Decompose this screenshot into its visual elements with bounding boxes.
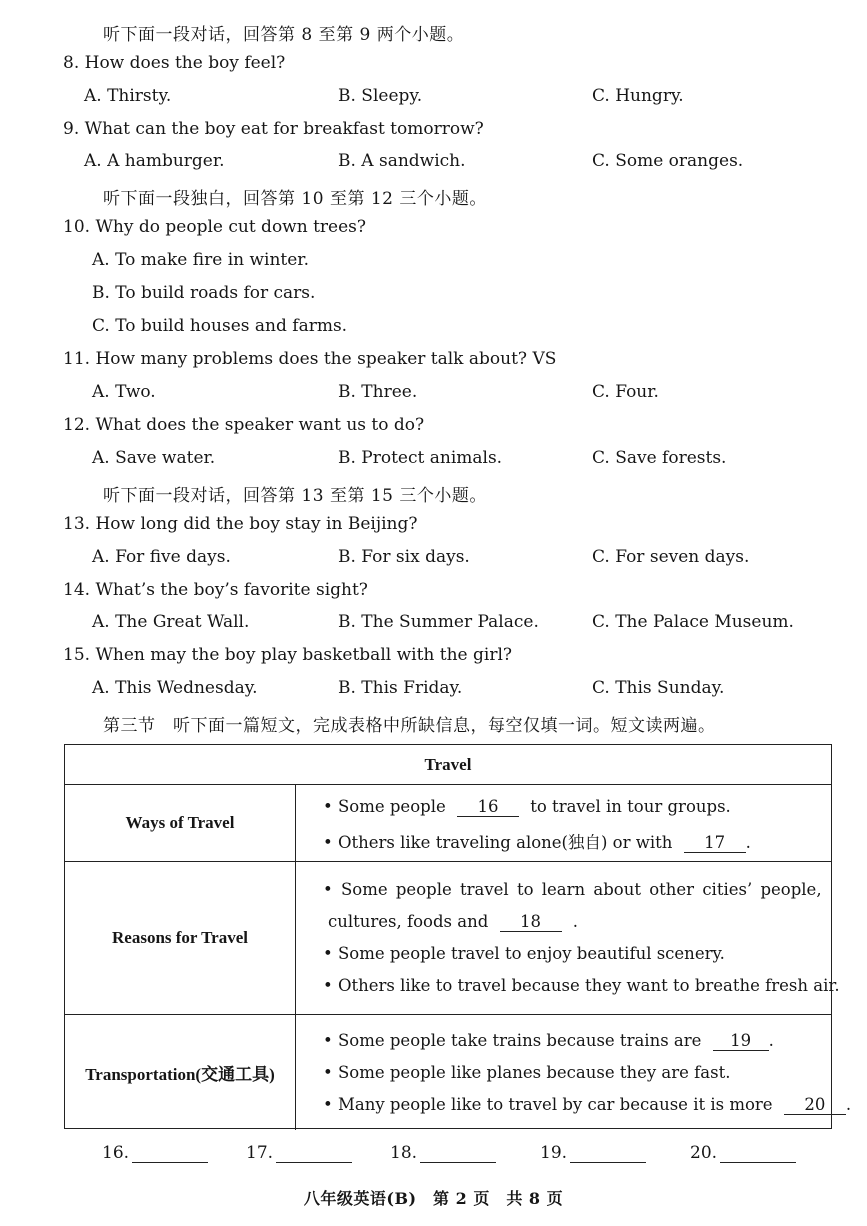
transport-line-3 [323, 1095, 851, 1115]
reasons-line-1b-text: cultures, foods and [328, 912, 489, 931]
blank-19: 19 [713, 1032, 769, 1051]
q10-option-a: A. To make fire in winter. [92, 250, 309, 270]
page-footer: 八年级英语(B) 第 2 页 共 8 页 [303, 1189, 564, 1208]
ways-label: Ways of Travel [65, 785, 296, 861]
section-instruction-3: 听下面一段对话，回答第 13 至第 15 三个小题。 [103, 486, 487, 506]
q10-option-c: C. To build houses and farms. [92, 316, 348, 336]
q12-option-a: A. Save water. [92, 448, 216, 468]
transport-line-1 [323, 1031, 774, 1051]
transport-line-1-text: • Some people take trains because trains are [323, 1031, 702, 1050]
q9-option-c: C. Some oranges. [592, 151, 744, 171]
answer-18-line[interactable] [420, 1145, 496, 1163]
q11-option-c: C. Four. [592, 382, 659, 402]
table-title: Travel [424, 754, 472, 774]
reasons-cell [295, 862, 840, 1014]
question-8: 8. How does the boy feel? [63, 53, 286, 73]
q8-option-c: C. Hungry. [592, 86, 684, 106]
question-15: 15. When may the boy play basketball with the girl? [63, 645, 513, 665]
q11-option-a: A. Two. [92, 382, 156, 402]
ways-line-2-text: • Others like traveling alone(独自) or with [323, 833, 673, 852]
answer-17-label: 17. [246, 1143, 274, 1163]
question-13: 13. How long did the boy stay in Beijing? [63, 514, 418, 534]
blank-17: 17 [684, 834, 746, 853]
table-row-transport [65, 1015, 852, 1130]
answer-19-label: 19. [540, 1143, 568, 1163]
transport-label: Transportation(交通工具) [65, 1015, 296, 1130]
ways-line-2 [323, 829, 751, 853]
q15-option-c: C. This Sunday. [592, 678, 725, 698]
q9-option-a: A. A hamburger. [84, 151, 225, 171]
q15-option-b: B. This Friday. [338, 678, 463, 698]
q8-option-b: B. Sleepy. [338, 86, 423, 106]
transport-cell [295, 1015, 852, 1130]
answer-17-line[interactable] [276, 1145, 352, 1163]
ways-line-1-text: • Some people [323, 797, 446, 816]
q12-option-c: C. Save forests. [592, 448, 727, 468]
question-11: 11. How many problems does the speaker talk about? VS [63, 349, 557, 369]
ways-line-1-end: to travel in tour groups. [530, 797, 731, 816]
part3-instruction: 第三节 听下面一篇短文，完成表格中所缺信息，每空仅填一词。短文读两遍。 [103, 716, 716, 736]
transport-line-3-text: • Many people like to travel by car because it is more [323, 1095, 773, 1114]
blank-18: 18 [500, 913, 562, 932]
q13-option-c: C. For seven days. [592, 547, 750, 567]
ways-cell [295, 785, 831, 861]
q14-option-b: B. The Summer Palace. [338, 612, 539, 632]
q12-option-b: B. Protect animals. [338, 448, 503, 468]
section-instruction-2: 听下面一段独白，回答第 10 至第 12 三个小题。 [103, 189, 487, 209]
q14-option-a: A. The Great Wall. [92, 612, 250, 632]
reasons-line-2: • Some people travel to enjoy beautiful scenery. [323, 944, 725, 963]
q14-option-c: C. The Palace Museum. [592, 612, 794, 632]
answer-16[interactable] [102, 1143, 208, 1163]
answer-20-label: 20. [690, 1143, 718, 1163]
reasons-line-3: • Others like to travel because they want to breathe fresh air. [323, 976, 840, 995]
answer-18[interactable] [390, 1143, 496, 1163]
reasons-line-1b-end: . [572, 912, 579, 931]
q11-option-b: B. Three. [338, 382, 418, 402]
q13-option-a: A. For five days. [92, 547, 231, 567]
transport-line-1-end: . [768, 1031, 774, 1050]
answer-19-line[interactable] [570, 1145, 646, 1163]
answer-16-label: 16. [102, 1143, 130, 1163]
question-12: 12. What does the speaker want us to do? [63, 415, 425, 435]
table-row-ways [65, 785, 831, 862]
reasons-line-1: • Some people travel to learn about other cities’ people, [323, 880, 822, 899]
q9-option-b: B. A sandwich. [338, 151, 466, 171]
question-14: 14. What’s the boy’s favorite sight? [63, 580, 368, 600]
q13-option-b: B. For six days. [338, 547, 470, 567]
answer-20-line[interactable] [720, 1145, 796, 1163]
q10-option-b: B. To build roads for cars. [92, 283, 316, 303]
table-title-row [65, 745, 831, 785]
transport-line-3-end: . [845, 1095, 852, 1114]
ways-line-1 [323, 797, 731, 817]
q8-option-a: A. Thirsty. [84, 86, 172, 106]
answer-19[interactable] [540, 1143, 646, 1163]
table-row-reasons [65, 862, 840, 1015]
reasons-label: Reasons for Travel [65, 862, 296, 1014]
q15-option-a: A. This Wednesday. [92, 678, 258, 698]
question-10: 10. Why do people cut down trees? [63, 217, 366, 237]
travel-table [64, 744, 852, 1129]
answer-18-label: 18. [390, 1143, 418, 1163]
answer-17[interactable] [246, 1143, 352, 1163]
ways-line-2-end: . [745, 833, 751, 852]
section-instruction-1: 听下面一段对话，回答第 8 至第 9 两个小题。 [103, 25, 465, 45]
transport-line-2: • Some people like planes because they are fast. [323, 1063, 731, 1082]
answer-16-line[interactable] [132, 1145, 208, 1163]
blank-20: 20 [784, 1096, 846, 1115]
question-9: 9. What can the boy eat for breakfast tomorrow? [63, 119, 484, 139]
answer-20[interactable] [690, 1143, 796, 1163]
reasons-line-1b [328, 912, 578, 932]
blank-16: 16 [457, 798, 519, 817]
